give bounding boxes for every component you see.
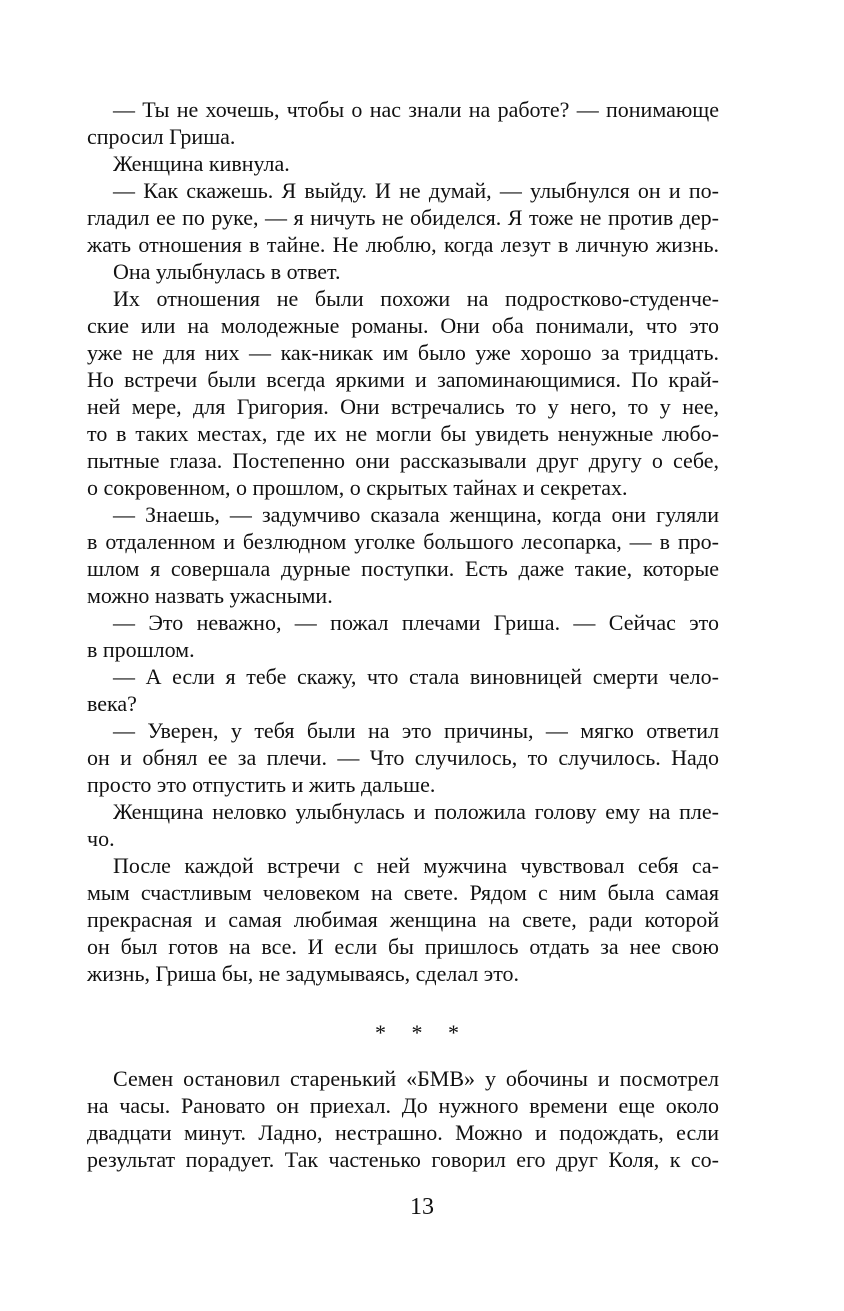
text-line: в отдаленном и безлюдном уголке большого лесопарка, — в про- xyxy=(87,529,719,554)
text-line: Женщина кивнула. xyxy=(113,151,290,176)
text-line: Она улыбнулась в ответ. xyxy=(113,259,341,284)
text-line: он был готов на все. И если бы пришлось отдать за нее свою xyxy=(87,934,719,959)
text-line: — Это неважно, — пожал плечами Гриша. — Сейчас это xyxy=(113,610,719,635)
text-line: жать отношения в тайне. Не люблю, когда лезут в личную жизнь. xyxy=(87,232,719,257)
text-line: мым счастливым человеком на свете. Рядом с ним была самая xyxy=(87,880,719,905)
text-line: — Как скажешь. Я выйду. И не думай, — улыбнулся он и по- xyxy=(113,178,719,203)
text-line: уже не для них — как-никак им было уже хорошо за тридцать. xyxy=(87,340,719,365)
text-line: Но встречи были всегда яркими и запоминающимися. По край- xyxy=(87,367,719,392)
text-line: можно назвать ужасными. xyxy=(87,583,333,608)
text-line: Семен остановил старенький «БМВ» у обочины и посмотрел xyxy=(113,1066,719,1091)
text-line: гладил ее по руке, — я ничуть не обиделся. Я тоже не против дер- xyxy=(87,205,719,230)
text-line: ней мере, для Григория. Они встречались то у него, то у нее, xyxy=(87,394,719,419)
text-line: спросил Гриша. xyxy=(87,124,236,149)
text-line: ские или на молодежные романы. Они оба понимали, что это xyxy=(87,313,719,338)
text-line: — Знаешь, — задумчиво сказала женщина, когда они гуляли xyxy=(113,502,719,527)
section-separator: * * * xyxy=(375,1020,469,1045)
text-line: на часы. Рановато он приехал. До нужного времени еще около xyxy=(87,1093,719,1118)
text-line: века? xyxy=(87,691,137,716)
text-line: он и обнял ее за плечи. — Что случилось, то случилось. Надо xyxy=(87,745,719,770)
text-line: — А если я тебе скажу, что стала виновницей смерти чело- xyxy=(113,664,719,689)
text-line: жизнь, Гриша бы, не задумываясь, сделал это. xyxy=(87,961,520,986)
text-line: в прошлом. xyxy=(87,637,195,662)
text-line: просто это отпустить и жить дальше. xyxy=(87,772,436,797)
text-line: двадцати минут. Ладно, нестрашно. Можно и подождать, если xyxy=(87,1120,719,1145)
text-line: — Уверен, у тебя были на это причины, — мягко ответил xyxy=(113,718,719,743)
text-line: шлом я совершала дурные поступки. Есть даже такие, которые xyxy=(87,556,719,581)
text-line: Женщина неловко улыбнулась и положила голову ему на пле- xyxy=(113,799,719,824)
text-line: о сокровенном, о прошлом, о скрытых тайнах и секретах. xyxy=(87,475,628,500)
page-number: 13 xyxy=(410,1194,434,1220)
text-line: результат порадует. Так частенько говорил его друг Коля, к со- xyxy=(87,1147,719,1172)
text-line: то в таких местах, где их не могли бы увидеть ненужные любо- xyxy=(87,421,719,446)
text-line: — Ты не хочешь, чтобы о нас знали на работе? — понимающе xyxy=(113,97,719,122)
text-line: После каждой встречи с ней мужчина чувствовал себя са- xyxy=(113,853,719,878)
text-line: Их отношения не были похожи на подростково-студенче- xyxy=(113,286,719,311)
text-line: чо. xyxy=(87,826,115,851)
text-line: прекрасная и самая любимая женщина на свете, ради которой xyxy=(87,907,719,932)
text-line: пытные глаза. Постепенно они рассказывали друг другу о себе, xyxy=(87,448,719,473)
